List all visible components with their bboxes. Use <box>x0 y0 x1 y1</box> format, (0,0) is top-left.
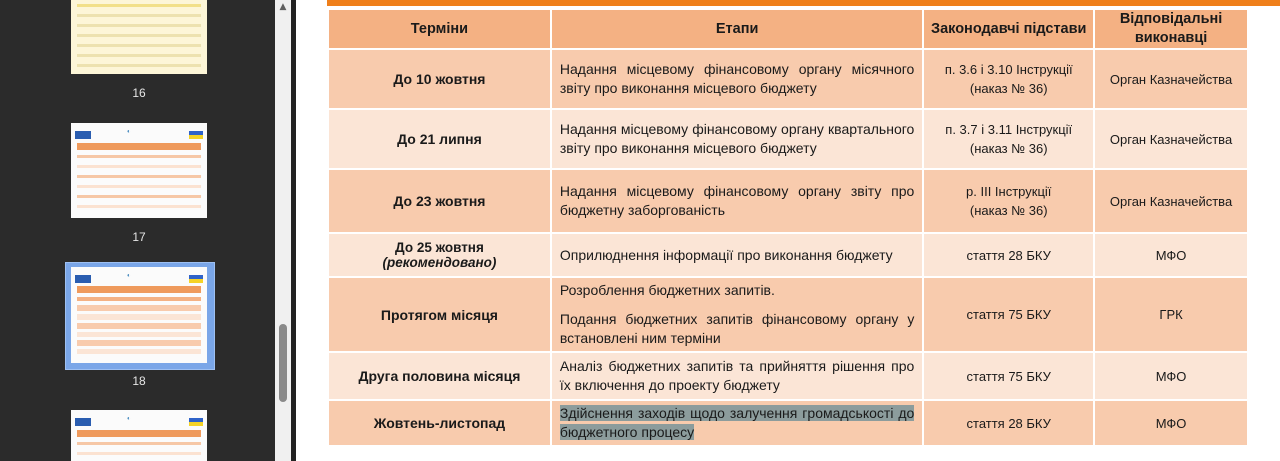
table-row <box>329 50 1247 108</box>
scroll-up-arrow-icon[interactable]: ▲ <box>279 2 287 12</box>
thumb-content <box>77 175 201 178</box>
table-row <box>329 353 1247 399</box>
logo-icon: ◐ <box>127 416 131 422</box>
legal-text: стаття 28 БКУ <box>966 247 1051 263</box>
executor-cell: МФО <box>1095 353 1247 399</box>
page-number-label: 17 <box>132 230 146 244</box>
stage-text: Розроблення бюджетних запитів. <box>559 282 775 298</box>
stage-text: Аналіз бюджетних запитів та прийняття рішення про їх включення до проекту бюджету <box>559 358 915 393</box>
page-accent-bar <box>327 0 1280 6</box>
stage-cell <box>552 170 922 232</box>
document-page <box>296 0 1280 461</box>
term-text: До 25 жовтня <box>395 240 484 255</box>
executor-cell: МФО <box>1095 401 1247 445</box>
legal-text: (наказ № 36) <box>969 203 1048 218</box>
stage-text: Подання бюджетних запитів фінансовому органу у встановлені ним терміни <box>559 311 915 346</box>
thumb-content <box>77 323 201 329</box>
header-stages: Етапи <box>552 10 922 48</box>
legal-text: стаття 75 БКУ <box>966 307 1051 322</box>
header-executors: Відповідальні виконавці <box>1095 10 1247 48</box>
thumb-content <box>77 349 201 354</box>
thumb-content <box>77 452 201 455</box>
legal-text: (наказ № 36) <box>969 141 1048 156</box>
stage-cell <box>552 278 922 351</box>
executor-cell: Орган Казначейства <box>1095 50 1247 108</box>
table-row <box>329 401 1247 445</box>
page-thumbnail-18[interactable] <box>71 267 207 363</box>
thumb-content <box>77 54 201 57</box>
page-thumbnail-17[interactable] <box>71 123 207 218</box>
page-thumbnail-pane <box>0 0 275 461</box>
ukraine-flag-icon <box>189 131 203 139</box>
page-thumbnail-19[interactable] <box>71 410 207 461</box>
thumb-content <box>77 34 201 37</box>
legal-cell <box>924 278 1093 351</box>
eu-flag-icon <box>75 275 91 283</box>
thumbnail-scrollbar[interactable] <box>275 0 291 461</box>
thumb-content <box>77 340 201 346</box>
thumb-content <box>77 195 201 198</box>
page-thumbnail-16[interactable] <box>71 0 207 74</box>
executor-cell: ГРК <box>1095 278 1247 351</box>
table-row <box>329 110 1247 168</box>
thumb-content <box>77 64 201 67</box>
legal-cell <box>924 353 1093 399</box>
thumb-content <box>77 24 201 27</box>
eu-flag-icon <box>75 418 91 426</box>
thumb-content <box>77 314 201 320</box>
thumb-content <box>77 165 201 168</box>
thumb-content <box>77 4 201 7</box>
term-cell: Протягом місяця <box>329 278 550 351</box>
table-row <box>329 234 1247 276</box>
thumb-title-bar <box>77 430 201 437</box>
thumb-title-bar <box>77 143 201 150</box>
ukraine-flag-icon <box>189 418 203 426</box>
logo-icon: ◐ <box>127 129 131 135</box>
stage-text: Оприлюднення інформації про виконання бюджету <box>559 246 893 263</box>
thumb-content <box>77 297 201 301</box>
scrollbar-thumb[interactable] <box>279 324 287 402</box>
stage-text: Надання місцевому фінансовому органу місячного звіту про виконання місцевого бюджету <box>559 61 915 96</box>
header-legal: Законодавчі підстави <box>924 10 1093 48</box>
term-cell <box>329 234 550 276</box>
thumb-content <box>77 155 201 158</box>
term-cell: До 21 липня <box>329 110 550 168</box>
thumb-title-bar <box>77 286 201 293</box>
thumb-content <box>77 205 201 208</box>
thumb-content <box>77 185 201 188</box>
table-row <box>329 278 1247 351</box>
legal-text: р. III Інструкції <box>966 184 1052 199</box>
schedule-table <box>327 8 1249 447</box>
thumb-content <box>77 44 201 47</box>
executor-cell: Орган Казначейства <box>1095 170 1247 232</box>
eu-flag-icon <box>75 131 91 139</box>
stage-text: Надання місцевому фінансовому органу звіту про бюджетну заборгованість <box>559 183 915 218</box>
selected-stage-text[interactable] <box>560 404 914 442</box>
thumb-content <box>77 305 201 311</box>
stage-cell <box>552 234 922 276</box>
legal-cell <box>924 110 1093 168</box>
legal-text: п. 3.6 і 3.10 Інструкції <box>944 62 1073 77</box>
legal-cell <box>924 401 1093 445</box>
table-row <box>329 170 1247 232</box>
stage-cell <box>552 353 922 399</box>
term-cell: Жовтень-листопад <box>329 401 550 445</box>
text-selection[interactable]: Здійснення заходів щодо залучення громадськості до бюджетного процесу <box>559 405 915 440</box>
page-number-label: 16 <box>132 86 146 100</box>
legal-cell <box>924 170 1093 232</box>
executor-cell: Орган Казначейства <box>1095 110 1247 168</box>
stage-cell <box>552 50 922 108</box>
legal-text: (наказ № 36) <box>969 81 1048 96</box>
legal-text: стаття 28 БКУ <box>966 415 1051 431</box>
term-cell: До 23 жовтня <box>329 170 550 232</box>
term-cell: Друга половина місяця <box>329 353 550 399</box>
thumb-content <box>77 442 201 445</box>
legal-cell <box>924 50 1093 108</box>
ukraine-flag-icon <box>189 275 203 283</box>
legal-cell <box>924 234 1093 276</box>
term-cell: До 10 жовтня <box>329 50 550 108</box>
legal-text: п. 3.7 і 3.11 Інструкції <box>945 122 1073 137</box>
executor-cell: МФО <box>1095 234 1247 276</box>
thumb-content <box>77 14 201 17</box>
header-terms: Терміни <box>329 10 550 48</box>
thumb-content <box>77 332 201 337</box>
stage-text: Надання місцевому фінансовому органу квартального звіту про виконання місцевого бюджету <box>559 121 915 156</box>
logo-icon: ◐ <box>127 273 131 279</box>
stage-cell[interactable] <box>552 401 922 445</box>
legal-text: стаття 75 БКУ <box>966 368 1051 384</box>
stage-cell <box>552 110 922 168</box>
term-note: (рекомендовано) <box>382 255 497 270</box>
page-number-label: 18 <box>132 374 146 388</box>
